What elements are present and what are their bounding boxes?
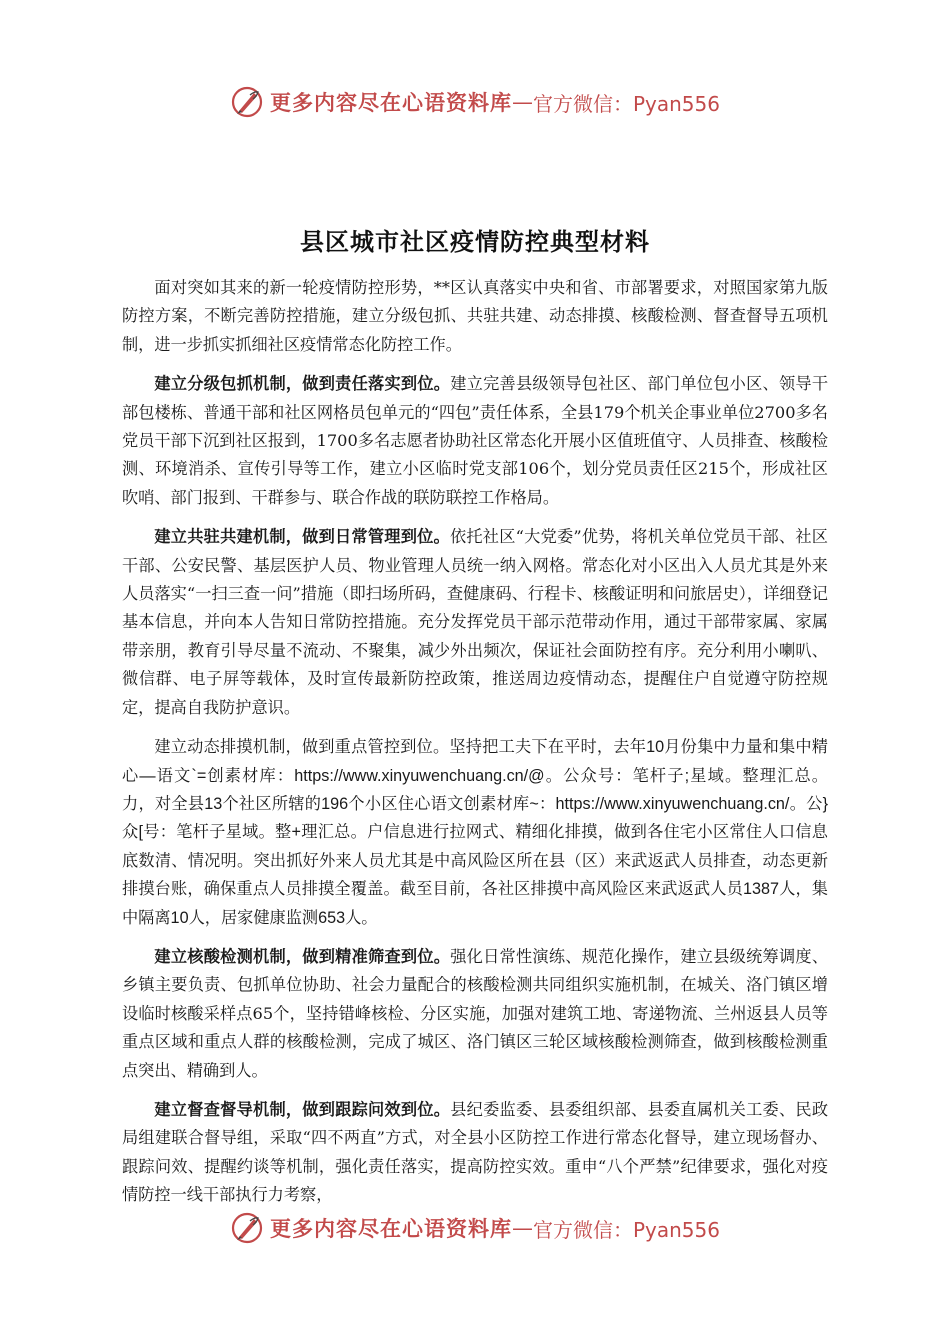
paragraph-text: 面对突如其来的新一轮疫情防控形势，**区认真落实中央和省、市部署要求，对照国家第九版防控方案，不断完善防控措施，建立分级包抓、共驻共建、动态排摸、核酸检测、督查督导五项机制，进一步抓实抓细社区疫情常态化防控工作。 (122, 278, 828, 354)
paragraph-lead: 建立督查督导机制，做到跟踪问效到位。 (154, 1099, 451, 1119)
quill-pen-logo-icon (230, 85, 264, 119)
paragraph-dynamic-screening (122, 733, 828, 932)
quill-pen-logo-icon (230, 1211, 264, 1245)
banner-contact: 官方微信：Pyan556 (532, 91, 720, 116)
document-body (122, 274, 828, 1221)
banner-text: 更多内容尽在心语资料库 (269, 1217, 512, 1241)
paragraph-text: 县纪委监委、县委组织部、县委直属机关工委、民政局组建联合督导组，采取“四不两直”方式，对全县小区防控工作进行常态化督导，建立现场督办、跟踪问效、提醒约谈等机制，强化责任落实，提高防控实效。重申“八个严禁”纪律要求，强化对疫情防控一线干部执行力考察， (122, 1099, 829, 1205)
paragraph-text: 建立动态排摸机制，做到重点管控到位。坚持把工夫下在平时，去年10月份集中力量和集中精心—语文`=创素材库：https://www.xinyuwenchuang.cn/@。公众号：笔杆子;星域。整理汇总。力，对全县13个社区所辖的196个小区住心语文创素材库~：https://www.xinyuwenchuang.cn/。公}众[号：笔杆子星域。整+理汇总。户信息进行拉网式、精细化排摸，做到各住宅小区常住人口信息底数清、情况明。突出抓好外来人员尤其是中高风险区所在县（区）来武返武人员排查，动态更新排摸台账，确保重点人员排摸全覆盖。截至目前，各社区排摸中高风险区来武返武人员1387人，集中隔离10人，居家健康监测653人。 (122, 738, 828, 927)
paragraph-nucleic-testing (122, 943, 828, 1085)
paragraph-text: 依托社区“大党委”优势，将机关单位党员干部、社区干部、公安民警、基层医护人员、物业管理人员统一纳入网格。常态化对小区出入人员尤其是外来人员落实“一扫三查一问”措施（即扫场所码，查健康码、行程卡、核酸证明和问旅居史），详细登记基本信息，并向本人告知日常防控措施。充分发挥党员干部示范带动作用，通过干部带家属、家属带亲朋，教育引导尽量不流动、不聚集，减少外出频次，保证社会面防控有序。充分利用小喇叭、微信群、电子屏等载体，及时宣传最新防控政策，推送周边疫情动态，提醒住户自觉遵守防控规定，提高自我防护意识。 (122, 527, 828, 717)
footer-banner (0, 1206, 950, 1250)
paragraph-supervision (122, 1096, 828, 1210)
banner-text: 更多内容尽在心语资料库 (269, 91, 512, 115)
paragraph-text: 建立完善县级领导包社区、部门单位包小区、领导干部包楼栋、普通干部和社区网格员包单元的“四包”责任体系，全县179个机关企事业单位2700多名党员干部下沉到社区报到，1700多名志愿者协助社区常态化开展小区值班值守、人员排查、核酸检测、环境消杀、宣传引导等工作，建立小区临时党支部106个，划分党员责任区215个，形成社区吹哨、部门报到、干群参与、联合作战的联防联控工作格局。 (122, 374, 829, 507)
paragraph-lead: 建立核酸检测机制，做到精准筛查到位。 (154, 946, 451, 966)
banner-contact: 官方微信：Pyan556 (532, 1217, 720, 1242)
paragraph-tiered-responsibility (122, 370, 828, 512)
banner-separator: — (511, 1216, 533, 1240)
document-title: 县区城市社区疫情防控典型材料 (300, 227, 650, 256)
banner-separator: — (511, 90, 533, 114)
paragraph-joint-building (122, 523, 828, 722)
paragraph-text: 强化日常性演练、规范化操作，建立县级统筹调度、乡镇主要负责、包抓单位协助、社会力量配合的核酸检测共同组织实施机制，在城关、洛门镇区增设临时核酸采样点65个，坚持错峰核检、分区实施，加强对建筑工地、寄递物流、兰州返县人员等重点区域和重点人群的核酸检测，完成了城区、洛门镇区三轮区域核酸检测筛查，做到核酸检测重点突出、精确到人。 (122, 946, 829, 1080)
paragraph-intro (122, 274, 828, 359)
header-banner (0, 80, 950, 124)
paragraph-lead: 建立分级包抓机制，做到责任落实到位。 (154, 374, 451, 394)
paragraph-lead: 建立共驻共建机制，做到日常管理到位。 (154, 527, 450, 547)
